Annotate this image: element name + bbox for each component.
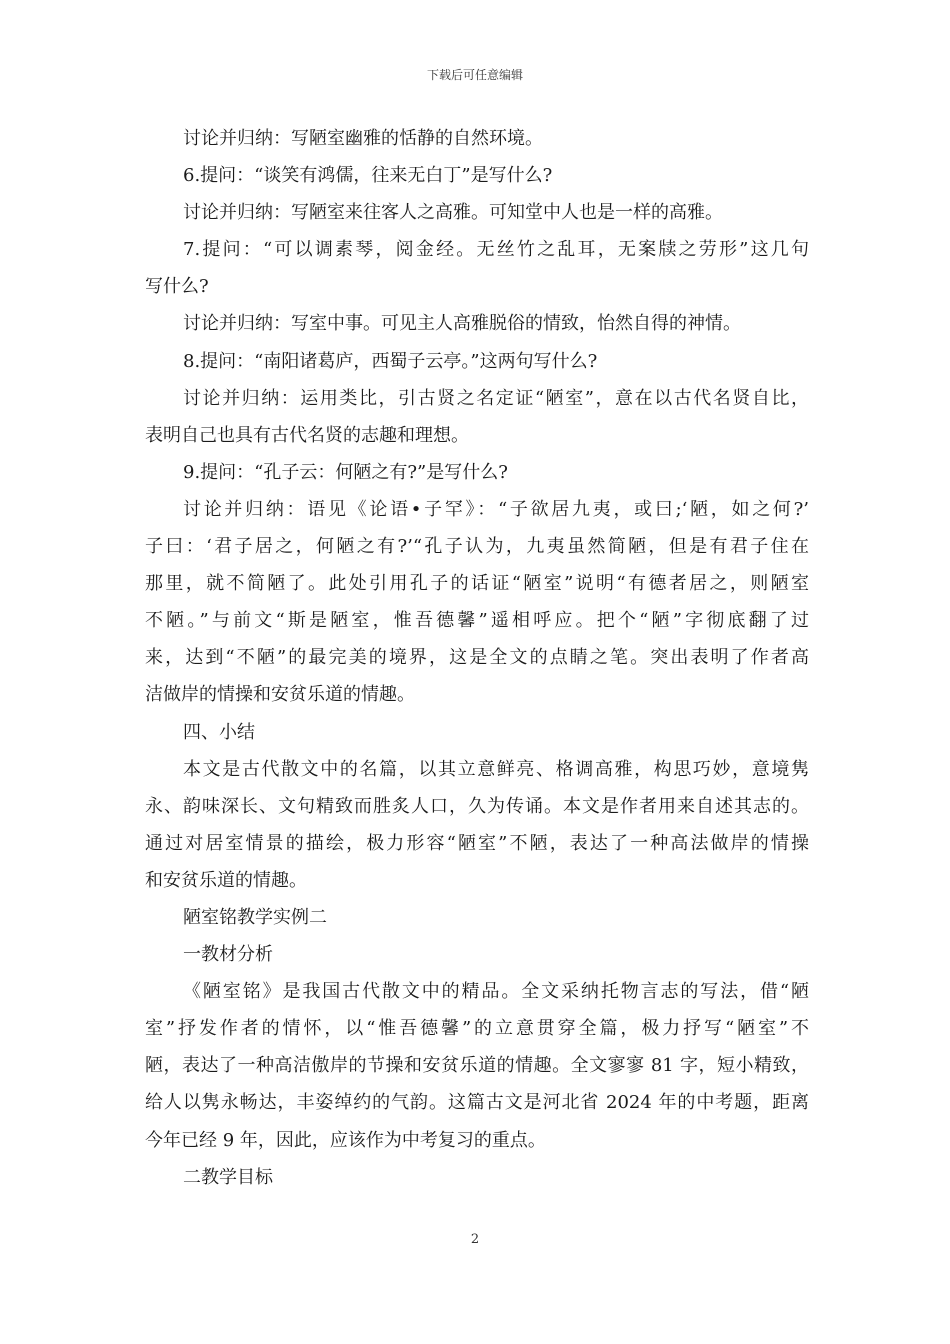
text-line: 6.提问：“谈笑有鸿儒，往来无白丁”是写什么? [183, 165, 553, 187]
text-line: 给人以隽永畅达，丰姿绰约的气韵。这篇古文是河北省 2024 年的中考题，距离 [145, 1092, 809, 1114]
section-heading: 一教材分析 [183, 944, 273, 966]
text-line: 《陋室铭》是我国古代散文中的精品。全文采纳托物言志的写法，借“陋 [183, 981, 809, 1003]
text-line: 讨论并归纳：写陋室幽雅的恬静的自然环境。 [183, 128, 543, 149]
text-line: 和安贫乐道的情趣。 [145, 869, 307, 891]
text-line: 写什么? [145, 276, 209, 298]
document-body [145, 120, 809, 1196]
text-line: 永、韵味深长、文句精致而胜炙人口，久为传诵。本文是作者用来自述其志的。 [145, 795, 809, 817]
text-line: 通过对居室情景的描绘，极力形容“陋室”不陋，表达了一种高法做岸的情操 [145, 832, 809, 854]
page-number: 2 [470, 1232, 480, 1247]
text-line: 今年已经 9 年，因此，应该作为中考复习的重点。 [145, 1129, 546, 1151]
section-heading: 四、小结 [183, 721, 255, 743]
text-line: 子曰：‘君子居之，何陋之有?’“孔子认为，九夷虽然简陋，但是有君子住在 [145, 536, 809, 558]
text-line: 室”抒发作者的情怀，以“惟吾德馨”的立意贯穿全篇，极力抒写“陋室”不 [145, 1018, 809, 1040]
section-heading: 陋室铭教学实例二 [183, 906, 327, 928]
text-line: 表明自己也具有古代名贤的志趣和理想。 [145, 424, 469, 446]
text-line: 不陋。”与前文“斯是陋室，惟吾德馨”遥相呼应。把个“陋”字彻底翻了过 [145, 610, 809, 632]
text-line: 8.提问：“南阳诸葛庐，西蜀子云亭。”这两句写什么? [183, 350, 598, 372]
text-line: 讨论并归纳：语见《论语•子罕》：“子欲居九夷，或曰;‘陋，如之何?’ [183, 498, 809, 520]
text-line: 洁做岸的情操和安贫乐道的情趣。 [145, 684, 415, 706]
text-line: 来，达到“不陋”的最完美的境界，这是全文的点睛之笔。突出表明了作者高 [145, 647, 809, 669]
text-line: 讨论并归纳：写陋室来往客人之高雅。可知堂中人也是一样的高雅。 [183, 202, 723, 224]
text-line: 9.提问：“孔子云：何陋之有?”是写什么? [183, 461, 508, 483]
text-line: 讨论并归纳：写室中事。可见主人高雅脱俗的情致，怡然自得的神情。 [183, 313, 741, 335]
page-header: 下载后可任意编辑 [426, 68, 523, 82]
text-line: 讨论并归纳：运用类比，引古贤之名定证“陋室”，意在以古代名贤自比， [183, 387, 809, 409]
section-heading: 二教学目标 [183, 1166, 273, 1188]
text-line: 7.提问：“可以调素琴，阅金经。无丝竹之乱耳，无案牍之劳形”这几句 [183, 239, 809, 261]
text-line: 本文是古代散文中的名篇，以其立意鲜亮、格调高雅，构思巧妙，意境隽 [183, 758, 809, 780]
text-line: 陋，表达了一种高洁傲岸的节操和安贫乐道的情趣。全文寥寥 81 字，短小精致， [145, 1055, 809, 1077]
text-line: 那里，就不简陋了。此处引用孔子的话证“陋室”说明“有德者居之，则陋室 [145, 573, 809, 595]
